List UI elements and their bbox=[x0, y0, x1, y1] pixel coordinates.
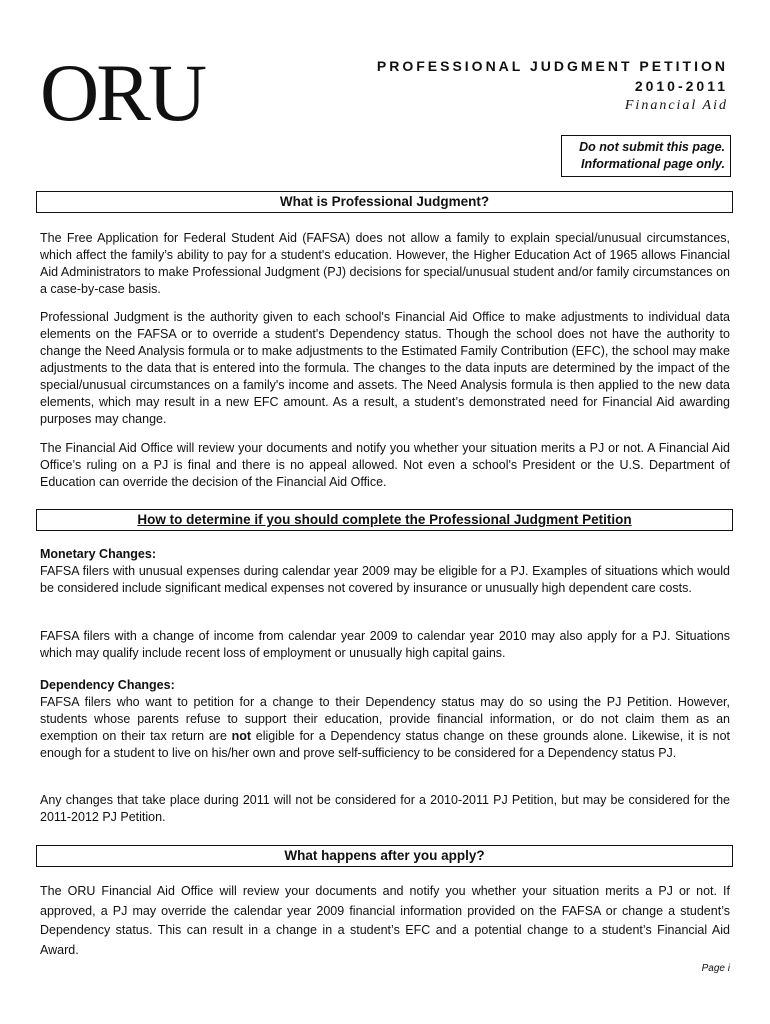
department-name: Financial Aid bbox=[624, 98, 728, 113]
dependency-changes-block bbox=[40, 677, 730, 762]
document-title-block bbox=[377, 56, 728, 116]
after-apply-paragraph: The ORU Financial Aid Office will review your documents and notify you whether your situation merits a PJ or not. If approved, a PJ may override the calendar year 2009 financial information provided on the FAFSA or change a student’s Dependency status. This can result in a change in a student’s EFC and a potential change to a student’s Financial Aid Award. bbox=[40, 884, 730, 957]
dependency-not-emphasis: not bbox=[231, 729, 252, 743]
dependency-paragraph-2: Any changes that take place during 2011 will not be considered for a 2010-2011 PJ Petition, but may be considered for the 2011-2012 PJ Petition. bbox=[40, 793, 730, 824]
notice-box bbox=[561, 135, 731, 177]
section-heading-how-to-determine bbox=[36, 509, 733, 531]
dependency-paragraph-1b: eligible for a Dependency status change on these grounds alone. Likewise, it is not enough for a student to live on his/her own and prove self-sufficiency to be considered for a Dependency status PJ. bbox=[40, 729, 731, 760]
dependency-changes-label: Dependency Changes: bbox=[40, 678, 175, 692]
document-year: 2010-2011 bbox=[634, 78, 728, 94]
dependency-paragraph-1a: FAFSA filers who want to petition for a change to their Dependency status may do so using the PJ Petition. However, students whose parents refuse to support their education, provide financial information, or do not claim them as an exemption on their tax return are bbox=[40, 695, 730, 743]
what-is-paragraph-1: The Free Application for Federal Student Aid (FAFSA) does not allow a family to explain special/unusual circumstances, which affect the family’s ability to pay for a student's education. However, the Higher Education Act of 1965 allows Financial Aid Administrators to make Professional Judgment (PJ) decisions for special/unusual student and/or family circumstances on a case-by-case basis. bbox=[40, 231, 730, 296]
oru-logo: ORU bbox=[40, 47, 205, 138]
monetary-changes-block bbox=[40, 546, 730, 597]
notice-line-1: Do not submit this page. bbox=[579, 140, 725, 154]
document-title: PROFESSIONAL JUDGMENT PETITION bbox=[376, 58, 728, 74]
section-heading-after-apply: What happens after you apply? bbox=[36, 845, 733, 867]
page-number: Page i bbox=[701, 963, 730, 974]
what-is-paragraph-2: Professional Judgment is the authority given to each school's Financial Aid Office to make adjustments to individual data elements on the FAFSA or to override a student's Dependency status. Though the school does not have the authority to change the Need Analysis formula or to make adjustments to the Estimated Family Contribution (EFC), the school may make adjustments to the data that is entered into the formula. The changes to the data inputs are determined by the impact of the special/unusual circumstances on a family's income and assets. The Need Analysis formula is then applied to the new data elements, which may result in a new EFC amount. As a result, a student’s demonstrated need for Financial Aid awarding purposes may change. bbox=[40, 310, 730, 426]
what-is-paragraph-3: The Financial Aid Office will review your documents and notify you whether your situation merits a PJ or not. A Financial Aid Office’s ruling on a PJ is final and there is no appeal allowed. Not even a school's President or the U.S. Department of Education can override the decision of the Financial Aid Office. bbox=[40, 441, 730, 489]
monetary-paragraph-2: FAFSA filers with a change of income from calendar year 2009 to calendar year 2010 may also apply for a PJ. Situations which may qualify include recent loss of employment or unusually high capital gains. bbox=[40, 629, 730, 660]
how-to-heading-text: How to determine if you should complete the Professional Judgment Petition bbox=[137, 512, 632, 527]
monetary-changes-label: Monetary Changes: bbox=[40, 547, 156, 561]
section-heading-what-is-pj: What is Professional Judgment? bbox=[36, 191, 733, 213]
notice-line-2: Informational page only. bbox=[581, 157, 725, 171]
monetary-paragraph-1: FAFSA filers with unusual expenses during calendar year 2009 may be eligible for a PJ. Examples of situations which would be considered include significant medical expenses not covered by insurance or unusually high dependent care costs. bbox=[40, 564, 730, 595]
